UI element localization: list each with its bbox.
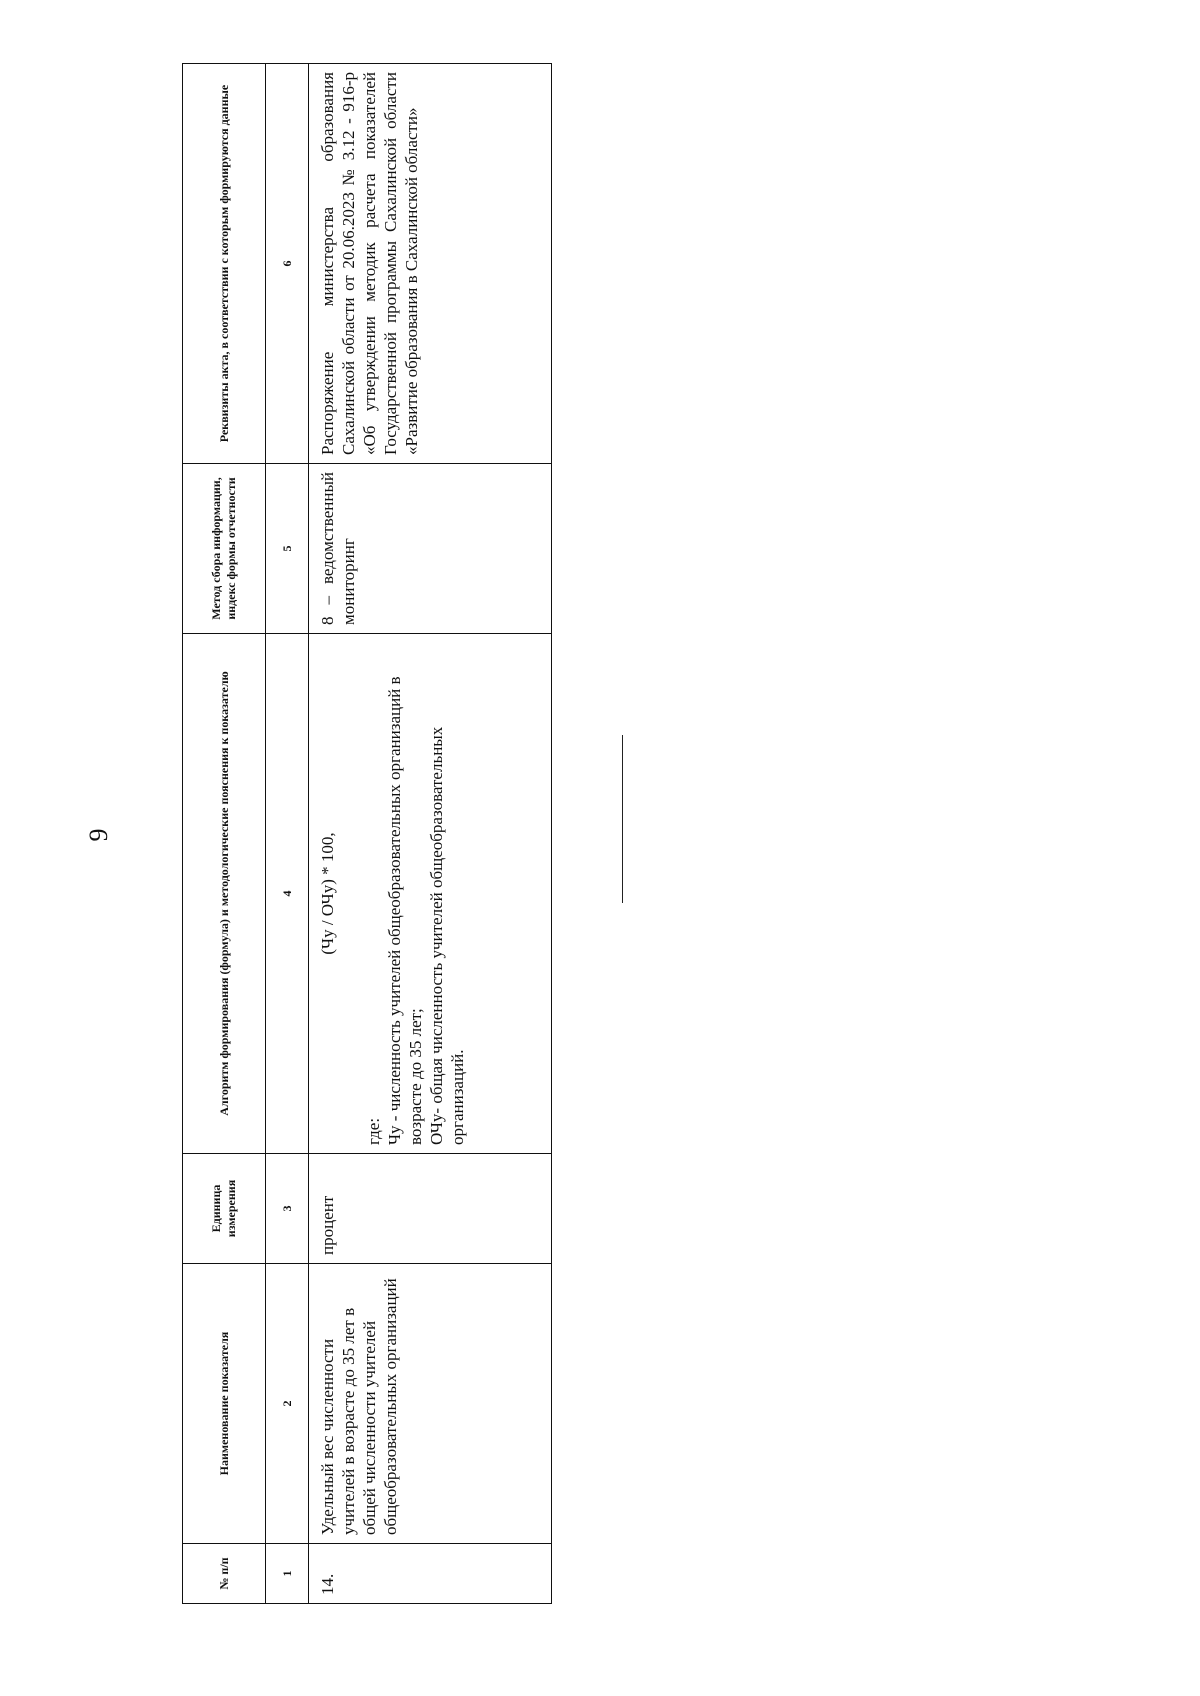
column-number: 2 — [266, 1264, 309, 1544]
indicator-table — [182, 63, 552, 1604]
column-number: 1 — [266, 1544, 309, 1604]
column-number-row — [266, 64, 309, 1604]
header-row-number: № п/п — [183, 1544, 266, 1604]
formula-definition-1: Чу - численность учителей общеобразовательных организаций в возрасте до 35 лет; — [384, 676, 425, 1145]
header-method: Метод сбора информации, индекс формы отчетности — [183, 464, 266, 634]
column-number: 4 — [266, 634, 309, 1154]
formula-where: где: — [363, 1117, 383, 1145]
formula: (Чу / ОЧу) * 100, — [318, 832, 337, 955]
header-act: Реквизиты акта, в соответствии с которым формируются данные — [183, 64, 266, 464]
header-indicator-name: Наименование показателя — [183, 1264, 266, 1544]
method-cell: 8 – ведомственный мониторинг — [309, 464, 552, 634]
formula-cell — [309, 634, 552, 1154]
header-row — [183, 64, 266, 1604]
column-number: 6 — [266, 64, 309, 464]
act-cell: Распоряжение министерства образования Сахалинской области от 20.06.2023 № 3.12 - 916-р «Об утверждении методик расчета показателей Государственной программы Сахалинской области «Развитие образования в Сахалинской области» — [309, 64, 552, 464]
page-number: 9 — [84, 828, 113, 842]
unit-cell: процент — [309, 1154, 552, 1264]
header-formula: Алгоритм формирования (формула) и методологические пояснения к показателю — [183, 634, 266, 1154]
column-number: 5 — [266, 464, 309, 634]
column-number: 3 — [266, 1154, 309, 1264]
formula-definition-2: ОЧу- общая численность учителей общеобразовательных организаций. — [426, 726, 468, 1145]
indicator-name: Удельный вес численности учителей в возрасте до 35 лет в общей численности учителей общеобразовательных организаций — [309, 1264, 552, 1544]
table-row — [309, 64, 552, 1604]
row-number: 14. — [309, 1544, 552, 1604]
rotated-table-container — [182, 64, 552, 1604]
horizontal-rule — [622, 735, 623, 903]
header-unit: Единица измерения — [183, 1154, 266, 1264]
